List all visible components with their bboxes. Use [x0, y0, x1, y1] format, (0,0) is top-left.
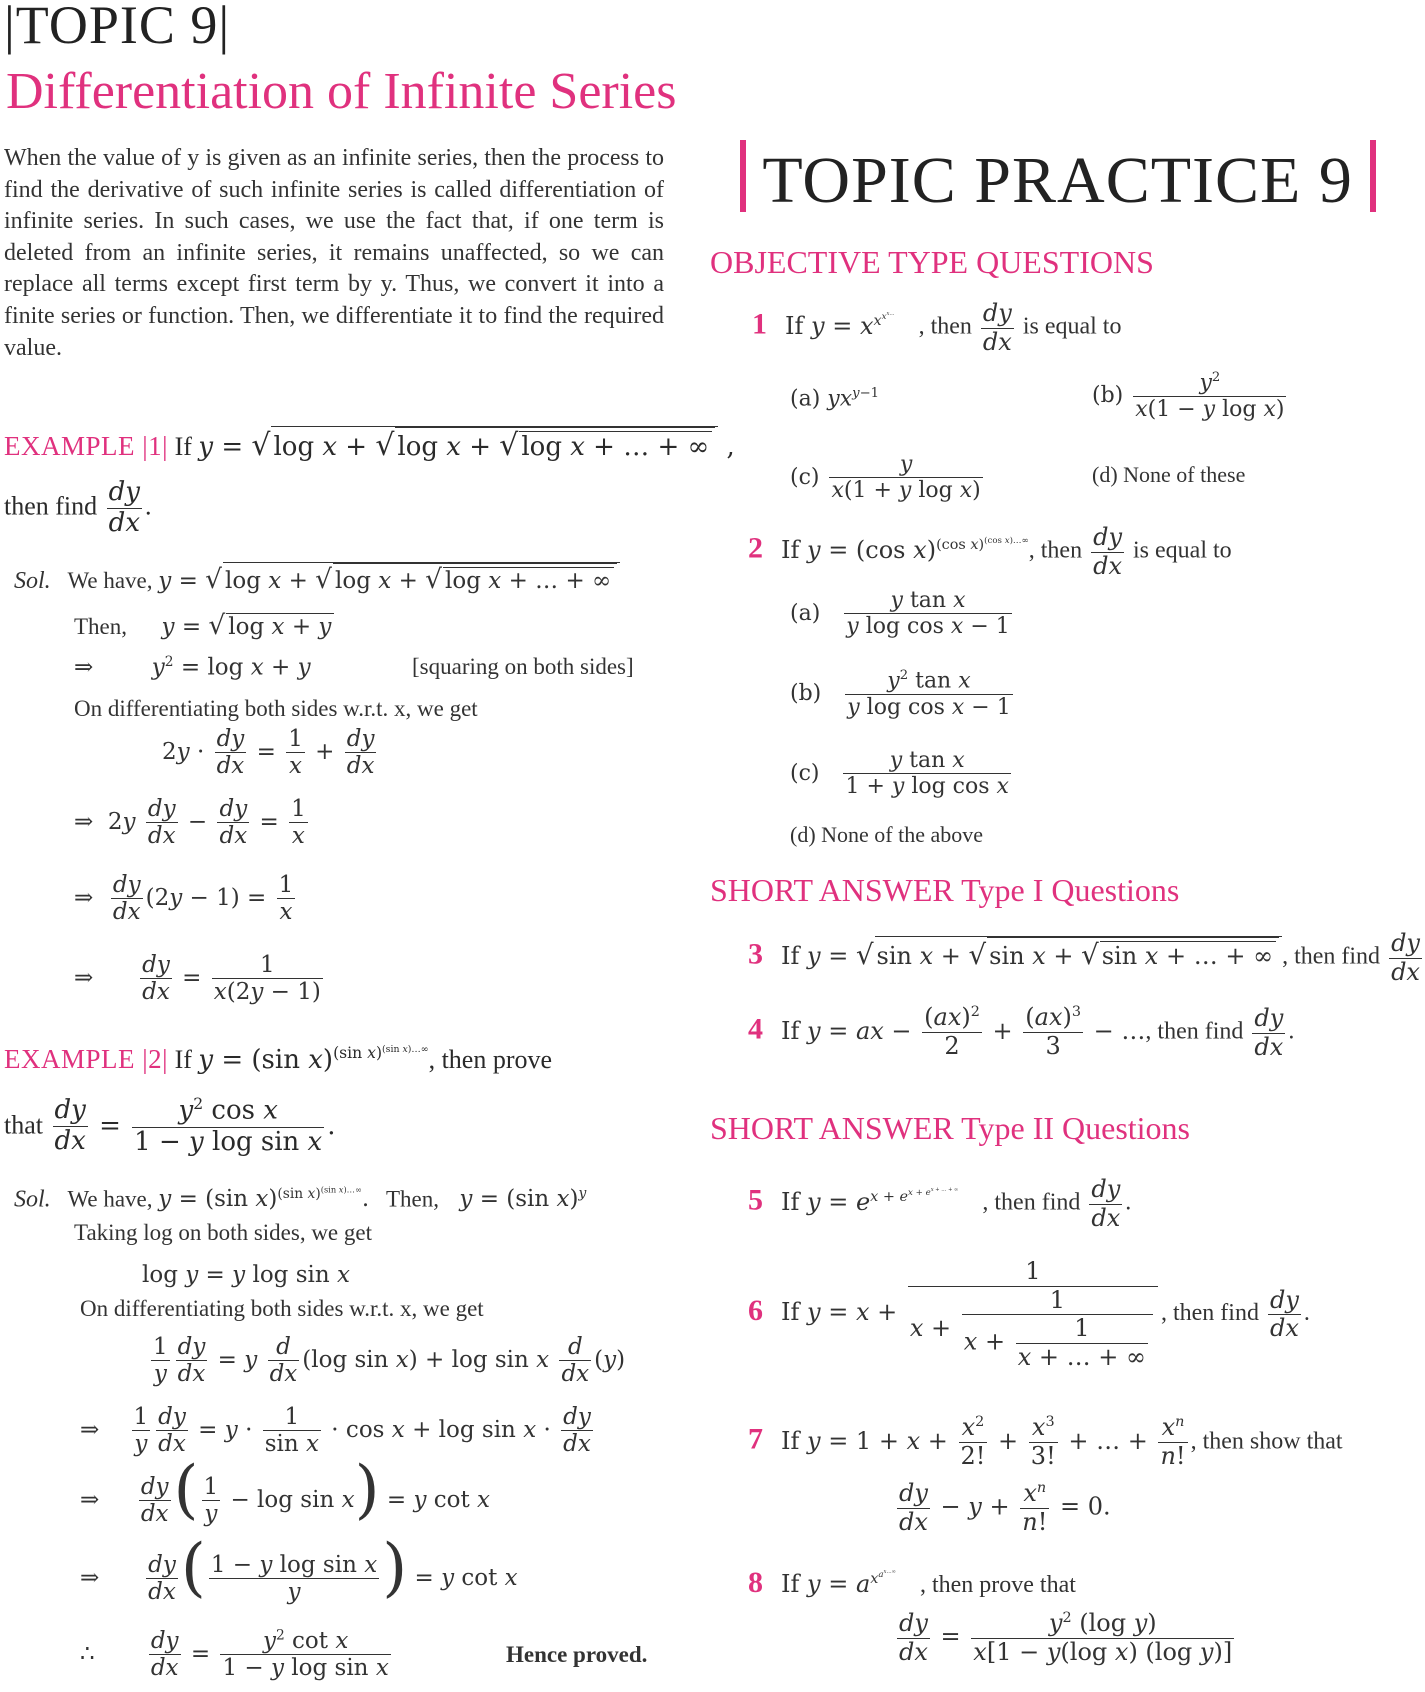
example-1-if: If — [174, 432, 192, 461]
solution-1-eq-1: 2y · $\frac{dy}{dx}$ = $\frac{1}{x}$ + $\frac{dy}{dx}$ — [162, 726, 375, 780]
question-3: 3 If y = √ sin x + √ sin x + √ sin x + … + ∞ , then find $\frac{dy}{dx}$ — [748, 929, 1420, 986]
topic-label: |TOPIC 9| — [4, 0, 231, 55]
q1-option-c: (c) $\frac{y}{\text{x(1 + y log x)}}$ — [790, 452, 981, 504]
example-2-that: that $\frac{dy}{dx}$ = $\frac{y^2 \cos x}{\text{1 − y log sin x}}$ . — [4, 1095, 336, 1157]
title-bar-right — [1370, 140, 1376, 212]
solution-2-eq-5: ∴ $\frac{dy}{dx}$ = $\frac{y^2 \cot x}{\text{1 − y log sin x}}$ — [80, 1627, 389, 1682]
example-2-label: EXAMPLE |2| — [4, 1044, 169, 1074]
squaring-note: [squaring on both sides] — [412, 654, 634, 679]
q1-option-a: (a) $yx^{y-1}$ — [790, 386, 880, 412]
question-8-equation: $\frac{dy}{dx}$ = $\frac{y^2 (\log y)}{\text{x[1 − y(log x) (log y)]}}$ — [899, 1609, 1233, 1666]
question-4: 4 If y = ax − $\frac{(ax)^2}{2}$ + $\frac{(ax)^3}{3}$ − …, then find $\frac{dy}{dx}$ . — [748, 1003, 1295, 1061]
question-7-equation: $\frac{dy}{dx}$ − y + $\frac{x^n}{n!}$ = 0. — [899, 1479, 1111, 1536]
solution-2-taking-log: Taking log on both sides, we get — [74, 1220, 372, 1245]
solution-1-line-1: Sol. We have, y = √ log x + √ log x + √ log x + … + ∞ — [14, 562, 620, 595]
intro-paragraph: When the value of y is given as an infinite series, then the process to find the derivative of such infinite series is called differentiation of infinite series. In such cases, we use the fact that, if one term is deleted from an infinite series, it remains unaffected, so we can replace all terms except first term by y. Thus, we convert it into a finite series or function. Then, we differentiate it to find the required value. — [4, 145, 664, 361]
example-1-then-find: then find $\frac{dy}{dx}$ . — [4, 477, 152, 538]
solution-1-line-2: Then, y = √ log x + y — [74, 610, 334, 641]
q1-option-b: (b) $\frac{y^2}{\text{x(1 − y log x)}}$ — [1092, 370, 1285, 422]
objective-heading: OBJECTIVE TYPE QUESTIONS — [710, 244, 1154, 280]
q2-option-d: (d) None of the above — [790, 822, 984, 847]
solution-2-line-1: Sol. We have, y = (sin x)$^{(sin x)^{(sin x)\dots\infty}}$. Then, y = (sin x)$^y$ — [14, 1184, 587, 1213]
hence-proved: Hence proved. — [506, 1642, 648, 1667]
q1-option-d: (d) None of these — [1092, 462, 1246, 487]
question-7: 7 If y = 1 + x + $\frac{x^2}{2!}$ + $\frac{x^3}{3!}$ + … + $\frac{x^n}{n!}$ , then show that — [748, 1413, 1343, 1470]
example-1-label: EXAMPLE |1| — [4, 431, 169, 461]
practice-title: TOPIC PRACTICE 9 — [740, 140, 1376, 219]
solution-2-diff-note: On differentiating both sides w.r.t. x, we get — [80, 1296, 484, 1321]
question-8: 8 If $y = a^{x^{a^{x\dots\infty}}}$ , then prove that — [748, 1566, 1076, 1599]
title-bar-left — [740, 140, 746, 212]
question-2: 2 If y = (cos x)$^{(cos x)^{(cos x)\dots\infty}}$, then $\frac{dy}{dx}$ is equal to — [748, 523, 1232, 580]
example-2-statement: EXAMPLE |2| If y = (sin x)$^{(sin x)^{(sin x)\dots\infty}}$, then prove — [4, 1044, 553, 1075]
solution-1-diff-note: On differentiating both sides w.r.t. x, we get — [74, 696, 478, 721]
question-6: 6 If y = x + 1 x + 1 x + $\frac{1}{x + \dots + \infty}$ , then find $\frac{dy}{dx}$ . — [748, 1257, 1310, 1371]
solution-1-eq-2: ⇒ 2y $\frac{dy}{dx}$ − $\frac{dy}{dx}$ = $\frac{1}{x}$ — [74, 796, 306, 850]
question-5: 5 If $y = e^{x + e^{x + e^{x + \dots + \infty}}}$ , then find $\frac{dy}{dx}$ . — [748, 1175, 1132, 1232]
solution-2-eq-4: ⇒ $\frac{dy}{dx}$ ( $\frac{\text{1 − y log sin x}}{y}$ ) = y cot x — [80, 1530, 518, 1606]
solution-2-eq-1: $\frac{1}{y}$ $\frac{dy}{dx}$ = y $\frac{d}{dx}$ (log sin x) + log sin x $\frac{d}{dx}$ (y) — [153, 1334, 626, 1388]
short2-heading: SHORT ANSWER Type II Questions — [710, 1110, 1190, 1146]
example-1-statement: EXAMPLE |1| If y = √ log x + √ log x + √ log x + … + ∞ , — [4, 428, 735, 463]
short1-heading: SHORT ANSWER Type I Questions — [710, 872, 1180, 908]
q2-option-a: (a) $\frac{\text{y tan x}}{\text{y log cos x − 1}}$ — [790, 588, 1010, 640]
solution-1-line-3: ⇒ $y^2 = \log x + y$ — [74, 654, 311, 681]
question-1: 1 If $y = x^{x^{x^{x\dots}}}$ , then $\frac{dy}{dx}$ is equal to — [752, 299, 1122, 356]
solution-1-eq-4: ⇒ $\frac{dy}{dx}$ = $\frac{1}{x(2y - 1)}$ — [74, 952, 321, 1006]
q2-option-b: (b) $\frac{y^2 \tan x}{\text{y log cos x − 1}}$ — [790, 668, 1011, 720]
solution-2-eq-2: ⇒ $\frac{1}{y}$ $\frac{dy}{dx}$ = y · $\frac{1}{\text{sin x}}$ · cos x + log sin x · $\frac{dy}{dx}$ — [80, 1404, 591, 1458]
solution-2-eq-3: ⇒ $\frac{dy}{dx}$ ( $\frac{1}{y}$ − log sin x) = y cot x — [80, 1452, 491, 1528]
solution-2-log-eq: log y = y log sin x — [142, 1262, 350, 1288]
page-title: Differentiation of Infinite Series — [6, 63, 677, 120]
solution-1-eq-3: ⇒ $\frac{dy}{dx}$ (2y − 1) = $\frac{1}{x}$ — [74, 872, 294, 926]
q2-option-c: (c) $\frac{\text{y tan x}}{\text{1 + y log cos x}}$ — [790, 748, 1009, 800]
